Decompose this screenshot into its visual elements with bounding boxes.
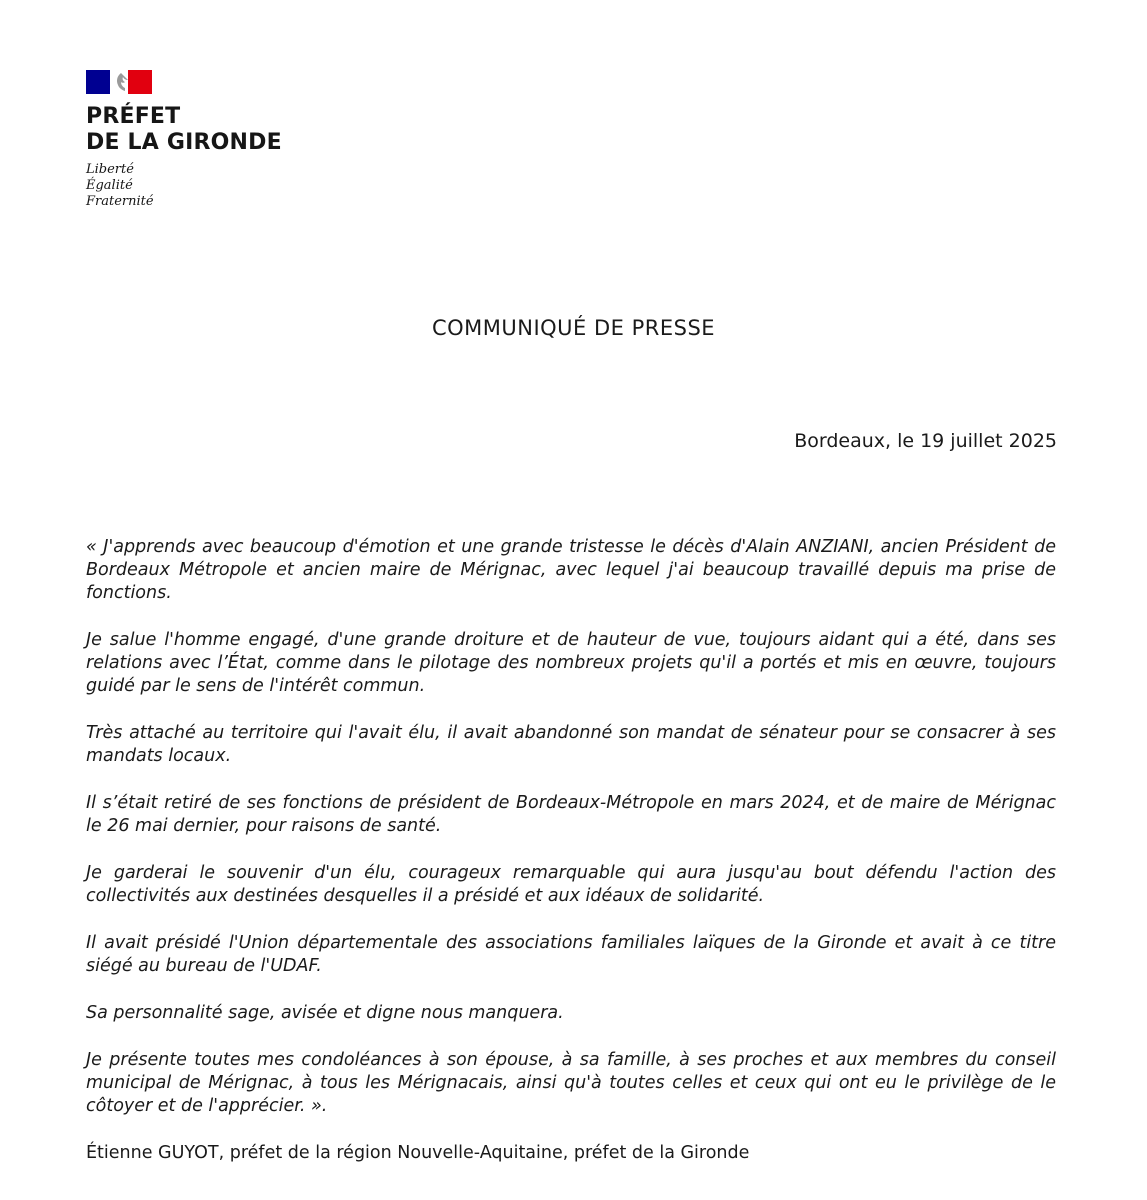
press-release-body (86, 536, 1056, 1165)
paragraph-6: Il avait présidé l'Union départementale des associations familiales laïques de la Gironde et avait à ce titre siégé au bureau de l'UDAF. (86, 933, 1056, 976)
motto-liberte: Liberté (86, 162, 134, 177)
document-title: COMMUNIQUÉ DE PRESSE (431, 316, 716, 340)
prefet-title-line2: DE LA GIRONDE (86, 130, 282, 155)
prefecture-logo (86, 70, 346, 210)
french-flag-icon (86, 70, 152, 94)
paragraph-2: Je salue l'homme engagé, d'une grande droiture et de hauteur de vue, toujours aidant qui a été, dans ses relations avec l’État, comme dans le pilotage des nombreux projets qu'il a portés et mis en œuvre, toujours guidé par le sens de l'intérêt commun. (86, 630, 1056, 696)
flag-blue-stripe (86, 70, 110, 94)
paragraph-5: Je garderai le souvenir d'un élu, courageux remarquable qui aura jusqu'au bout défendu l'action des collectivités aux destinées desquelles il a présidé et aux idéaux de solidarité. (86, 863, 1056, 906)
motto-egalite: Égalité (86, 178, 133, 193)
republic-motto (86, 162, 346, 210)
marianne-icon (112, 70, 136, 94)
paragraph-8: Je présente toutes mes condoléances à son épouse, à sa famille, à ses proches et aux membres du conseil municipal de Mérignac, à tous les Mérignacais, ainsi qu'à toutes celles et ceux qui ont eu le privilège de le côtoyer et de l'apprécier. ». (86, 1050, 1056, 1116)
paragraph-3: Très attaché au territoire qui l'avait élu, il avait abandonné son mandat de sénateur pour se consacrer à ses mandats locaux. (86, 723, 1056, 766)
paragraph-4: Il s’était retiré de ses fonctions de président de Bordeaux-Métropole en mars 2024, et de maire de Mérignac le 26 mai dernier, pour raisons de santé. (86, 793, 1056, 836)
prefet-title-line1: PRÉFET (86, 104, 181, 129)
motto-fraternite: Fraternité (86, 194, 154, 209)
signature: Étienne GUYOT, préfet de la région Nouvelle-Aquitaine, préfet de la Gironde (86, 1143, 750, 1163)
paragraph-1: « J'apprends avec beaucoup d'émotion et une grande tristesse le décès d'Alain ANZIANI, ancien Président de Bordeaux Métropole et ancien maire de Mérignac, avec lequel j'ai beaucoup travaillé depuis ma prise de fonctions. (86, 537, 1056, 603)
document-date: Bordeaux, le 19 juillet 2025 (794, 430, 1057, 452)
paragraph-7: Sa personnalité sage, avisée et digne nous manquera. (86, 1003, 564, 1023)
